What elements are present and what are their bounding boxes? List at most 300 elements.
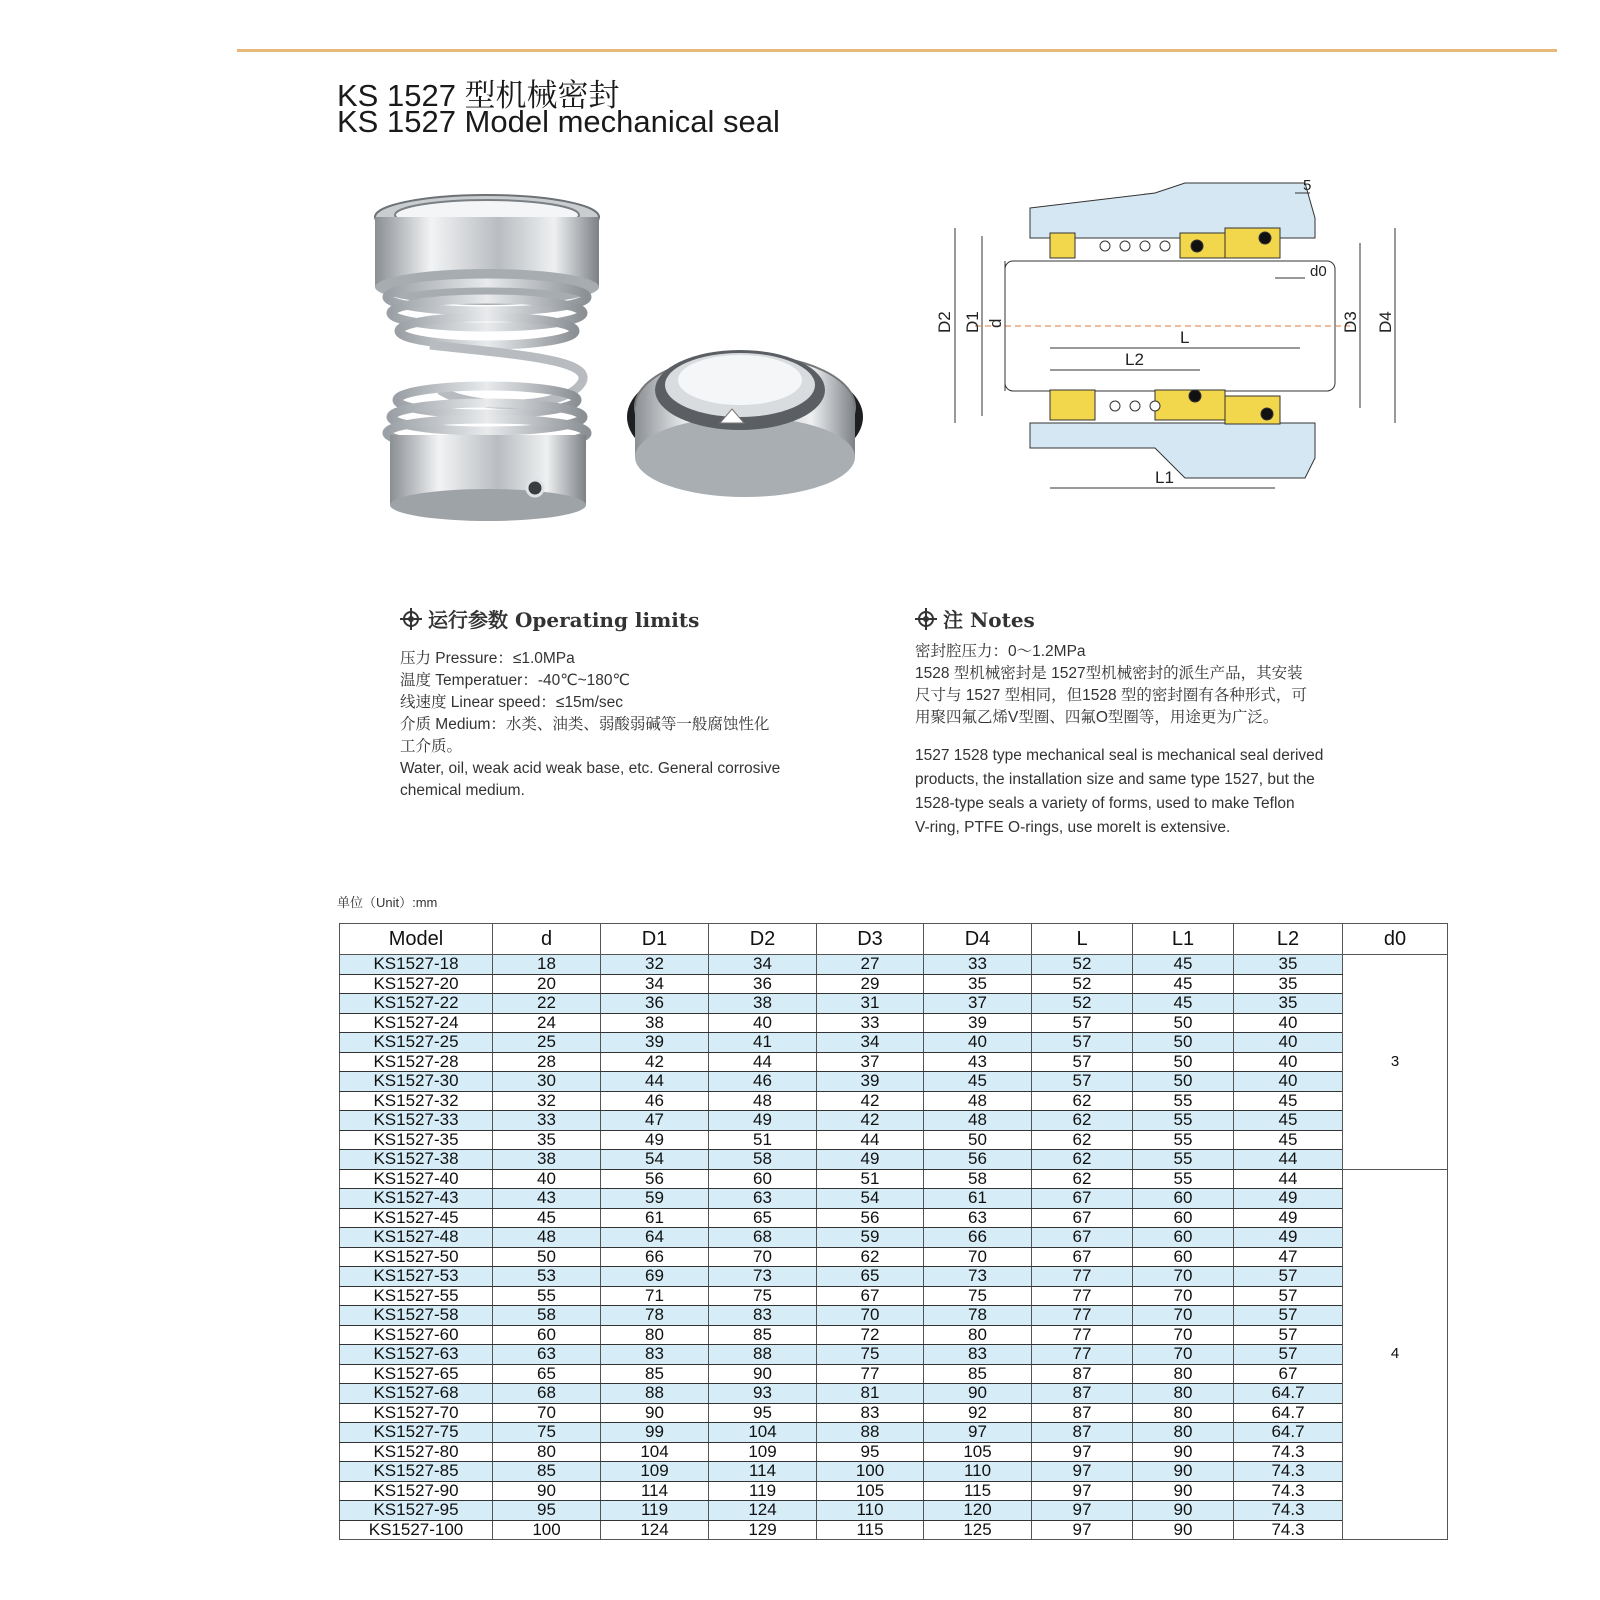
table-cell: 62 (1032, 1169, 1133, 1189)
table-cell: 90 (709, 1364, 817, 1384)
table-cell: 57 (1032, 1072, 1133, 1092)
page-title-cn: KS 1527 型机械密封 (337, 78, 620, 113)
spec-table (339, 923, 1448, 1540)
table-cell: 88 (709, 1345, 817, 1365)
notes-title: 注 Notes (943, 608, 1035, 632)
table-cell: 25 (493, 1033, 601, 1053)
table-cell: KS1527-90 (340, 1481, 493, 1501)
table-cell: 50 (493, 1247, 601, 1267)
table-cell: 32 (493, 1091, 601, 1111)
table-cell: 92 (924, 1403, 1032, 1423)
table-cell: KS1527-80 (340, 1442, 493, 1462)
table-cell: 45 (1234, 1130, 1343, 1150)
op-line: 工介质。 (400, 738, 463, 755)
table-cell: 50 (1133, 1052, 1234, 1072)
table-cell: 49 (1234, 1189, 1343, 1209)
op-line: 压力 Pressure：≤1.0MPa (400, 650, 575, 667)
table-cell: KS1527-18 (340, 955, 493, 975)
table-cell: 70 (924, 1247, 1032, 1267)
table-cell: 95 (493, 1501, 601, 1521)
table-cell: 54 (817, 1189, 924, 1209)
table-cell: 125 (924, 1520, 1032, 1540)
table-cell: 45 (1234, 1111, 1343, 1131)
table-cell: 49 (709, 1111, 817, 1131)
table-cell: 63 (493, 1345, 601, 1365)
table-cell: 49 (601, 1130, 709, 1150)
table-cell: 85 (924, 1364, 1032, 1384)
table-cell: 56 (817, 1208, 924, 1228)
table-cell: 69 (601, 1267, 709, 1287)
notes-text-en (915, 744, 1415, 840)
table-cell: 65 (493, 1364, 601, 1384)
table-cell: 45 (1133, 974, 1234, 994)
table-cell: 109 (709, 1442, 817, 1462)
table-cell: 80 (1133, 1423, 1234, 1443)
table-row (340, 955, 1448, 975)
table-cell: 83 (924, 1345, 1032, 1365)
note-line: 尺寸与 1527 型相同，但1528 型的密封圈有各种形式，可 (915, 687, 1307, 704)
table-cell: 59 (817, 1228, 924, 1248)
table-cell: 54 (601, 1150, 709, 1170)
table-cell: 37 (924, 994, 1032, 1014)
table-cell: 65 (709, 1208, 817, 1228)
table-row (340, 1364, 1448, 1384)
table-cell: 70 (709, 1247, 817, 1267)
col-header: d (493, 924, 601, 955)
label-5: 5 (1303, 177, 1312, 194)
table-cell: 87 (1032, 1403, 1133, 1423)
table-cell: 104 (709, 1423, 817, 1443)
table-cell: 44 (1234, 1169, 1343, 1189)
table-cell: 64.7 (1234, 1403, 1343, 1423)
table-cell: 57 (1032, 1052, 1133, 1072)
table-cell: KS1527-38 (340, 1150, 493, 1170)
table-row (340, 1169, 1448, 1189)
table-cell: 70 (1133, 1306, 1234, 1326)
table-cell: 50 (1133, 1033, 1234, 1053)
table-cell: 55 (493, 1286, 601, 1306)
table-cell: 60 (1133, 1189, 1234, 1209)
table-cell: 78 (924, 1306, 1032, 1326)
table-cell: 67 (1032, 1189, 1133, 1209)
d0-cell: 4 (1343, 1169, 1448, 1540)
table-cell: 62 (1032, 1091, 1133, 1111)
table-cell: 90 (1133, 1442, 1234, 1462)
table-cell: 74.3 (1234, 1501, 1343, 1521)
table-cell: 105 (817, 1481, 924, 1501)
table-row (340, 1384, 1448, 1404)
table-cell: 60 (709, 1169, 817, 1189)
table-cell: 80 (924, 1325, 1032, 1345)
op-line: Water, oil, weak acid weak base, etc. General corrosive (400, 760, 781, 777)
table-cell: 38 (709, 994, 817, 1014)
col-header: L2 (1234, 924, 1343, 955)
label-D1: D1 (963, 311, 982, 333)
note-line: 1528 型机械密封是 1527型机械密封的派生产品，其安装 (915, 665, 1303, 682)
table-cell: 35 (1234, 994, 1343, 1014)
table-cell: 45 (1234, 1091, 1343, 1111)
table-cell: KS1527-70 (340, 1403, 493, 1423)
table-cell: 57 (1234, 1267, 1343, 1287)
header-rule (237, 49, 1557, 52)
table-cell: KS1527-63 (340, 1345, 493, 1365)
table-cell: 24 (493, 1013, 601, 1033)
note-line-en: 1527 1528 type mechanical seal is mechanical seal derived (915, 747, 1324, 764)
table-row (340, 1033, 1448, 1053)
table-cell: 44 (709, 1052, 817, 1072)
table-cell: 97 (924, 1423, 1032, 1443)
table-cell: 42 (817, 1091, 924, 1111)
table-cell: 71 (601, 1286, 709, 1306)
table-cell: 39 (817, 1072, 924, 1092)
table-cell: KS1527-25 (340, 1033, 493, 1053)
table-cell: 62 (1032, 1150, 1133, 1170)
table-cell: KS1527-68 (340, 1384, 493, 1404)
table-cell: 68 (493, 1384, 601, 1404)
table-cell: 49 (1234, 1208, 1343, 1228)
table-row (340, 1403, 1448, 1423)
cross-section-diagram (935, 177, 1455, 508)
note-line-en: V-ring, PTFE O-rings, use moreIt is extensive. (915, 819, 1231, 836)
table-cell: 18 (493, 955, 601, 975)
table-cell: 74.3 (1234, 1462, 1343, 1482)
col-header: D4 (924, 924, 1032, 955)
table-row (340, 1228, 1448, 1248)
table-cell: 93 (709, 1384, 817, 1404)
table-cell: 77 (817, 1364, 924, 1384)
label-D2: D2 (935, 311, 954, 333)
table-cell: 40 (924, 1033, 1032, 1053)
table-cell: 61 (601, 1208, 709, 1228)
label-L1: L1 (1155, 468, 1174, 487)
table-cell: 57 (1234, 1306, 1343, 1326)
table-cell: 80 (601, 1325, 709, 1345)
op-line: 介质 Medium：水类、油类、弱酸弱碱等一般腐蚀性化 (400, 716, 770, 733)
table-cell: 63 (709, 1189, 817, 1209)
table-cell: 44 (601, 1072, 709, 1092)
op-line: 温度 Temperatuer：-40℃~180℃ (400, 672, 630, 689)
table-cell: 52 (1032, 955, 1133, 975)
table-cell: 58 (924, 1169, 1032, 1189)
table-cell: 67 (817, 1286, 924, 1306)
table-cell: 58 (493, 1306, 601, 1326)
table-cell: 80 (1133, 1364, 1234, 1384)
table-cell: 36 (709, 974, 817, 994)
table-row (340, 1208, 1448, 1228)
table-cell: KS1527-22 (340, 994, 493, 1014)
table-cell: 70 (1133, 1267, 1234, 1287)
table-cell: 90 (493, 1481, 601, 1501)
unit-label: 单位（Unit）:mm (337, 895, 438, 910)
table-cell: 70 (817, 1306, 924, 1326)
table-row (340, 1481, 1448, 1501)
table-cell: 51 (817, 1169, 924, 1189)
table-cell: 66 (601, 1247, 709, 1267)
note-line: 密封腔压力：0～1.2MPa (915, 643, 1086, 660)
table-cell: 70 (1133, 1286, 1234, 1306)
table-cell: 70 (493, 1403, 601, 1423)
table-row (340, 1325, 1448, 1345)
table-cell: 39 (601, 1033, 709, 1053)
table-cell: 75 (817, 1345, 924, 1365)
table-cell: 85 (709, 1325, 817, 1345)
table-cell: 67 (1032, 1247, 1133, 1267)
table-cell: 52 (1032, 994, 1133, 1014)
table-cell: 48 (709, 1091, 817, 1111)
table-cell: 77 (1032, 1267, 1133, 1287)
table-cell: 35 (1234, 955, 1343, 975)
table-cell: KS1527-65 (340, 1364, 493, 1384)
d0-cell: 3 (1343, 955, 1448, 1170)
table-cell: 48 (924, 1091, 1032, 1111)
table-cell: 62 (1032, 1111, 1133, 1131)
col-header: D1 (601, 924, 709, 955)
table-cell: 57 (1234, 1286, 1343, 1306)
table-cell: 57 (1032, 1013, 1133, 1033)
table-cell: 72 (817, 1325, 924, 1345)
table-row (340, 974, 1448, 994)
table-cell: 56 (924, 1150, 1032, 1170)
note-line-en: products, the installation size and same type 1527, but the (915, 771, 1315, 788)
table-cell: 70 (1133, 1345, 1234, 1365)
label-L2: L2 (1125, 350, 1144, 369)
table-cell: 55 (1133, 1091, 1234, 1111)
table-cell: 38 (601, 1013, 709, 1033)
table-cell: 22 (493, 994, 601, 1014)
table-cell: KS1527-32 (340, 1091, 493, 1111)
table-cell: 34 (709, 955, 817, 975)
table-cell: 85 (601, 1364, 709, 1384)
table-cell: KS1527-55 (340, 1286, 493, 1306)
table-cell: 97 (1032, 1462, 1133, 1482)
table-cell: 66 (924, 1228, 1032, 1248)
table-cell: KS1527-30 (340, 1072, 493, 1092)
table-cell: 39 (924, 1013, 1032, 1033)
table-cell: 65 (817, 1267, 924, 1287)
table-cell: 74.3 (1234, 1442, 1343, 1462)
table-cell: 34 (817, 1033, 924, 1053)
table-cell: 35 (924, 974, 1032, 994)
table-cell: 63 (924, 1208, 1032, 1228)
table-cell: 42 (817, 1111, 924, 1131)
table-cell: 115 (817, 1520, 924, 1540)
table-cell: 62 (817, 1247, 924, 1267)
table-cell: 37 (817, 1052, 924, 1072)
table-cell: 55 (1133, 1169, 1234, 1189)
table-cell: 78 (601, 1306, 709, 1326)
table-cell: 68 (709, 1228, 817, 1248)
table-cell: 129 (709, 1520, 817, 1540)
op-line: 线速度 Linear speed：≤15m/sec (400, 694, 624, 711)
table-row (340, 1267, 1448, 1287)
table-row (340, 1072, 1448, 1092)
table-cell: 83 (601, 1345, 709, 1365)
table-cell: 41 (709, 1033, 817, 1053)
label-D3: D3 (1341, 311, 1360, 333)
table-cell: 110 (817, 1501, 924, 1521)
table-cell: 88 (601, 1384, 709, 1404)
label-L: L (1180, 328, 1190, 347)
table-cell: 57 (1234, 1325, 1343, 1345)
table-cell: 67 (1032, 1228, 1133, 1248)
table-cell: 100 (493, 1520, 601, 1540)
table-cell: 47 (1234, 1247, 1343, 1267)
table-cell: 99 (601, 1423, 709, 1443)
table-cell: KS1527-48 (340, 1228, 493, 1248)
table-cell: 114 (709, 1462, 817, 1482)
table-cell: 104 (601, 1442, 709, 1462)
table-header-row (340, 924, 1448, 955)
table-cell: 88 (817, 1423, 924, 1443)
notes-text-cn (915, 641, 1395, 729)
table-cell: 75 (709, 1286, 817, 1306)
table-cell: 40 (709, 1013, 817, 1033)
table-cell: 119 (601, 1501, 709, 1521)
operating-limits-title: 运行参数 Operating limits (428, 608, 700, 632)
table-cell: KS1527-40 (340, 1169, 493, 1189)
table-cell: 114 (601, 1481, 709, 1501)
col-header: D3 (817, 924, 924, 955)
table-cell: 32 (601, 955, 709, 975)
table-cell: 74.3 (1234, 1520, 1343, 1540)
table-cell: 105 (924, 1442, 1032, 1462)
table-cell: 45 (1133, 994, 1234, 1014)
table-cell: 40 (1234, 1033, 1343, 1053)
notes-heading (915, 604, 1035, 633)
table-row (340, 1052, 1448, 1072)
table-cell: 45 (924, 1072, 1032, 1092)
table-cell: 60 (1133, 1208, 1234, 1228)
op-line: chemical medium. (400, 782, 525, 799)
table-row (340, 1442, 1448, 1462)
table-cell: 90 (601, 1403, 709, 1423)
table-cell: 51 (709, 1130, 817, 1150)
table-cell: 62 (1032, 1130, 1133, 1150)
table-cell: 49 (817, 1150, 924, 1170)
table-row (340, 1520, 1448, 1540)
page-title-en: KS 1527 Model mechanical seal (337, 104, 780, 139)
table-cell: 95 (817, 1442, 924, 1462)
table-cell: 83 (817, 1403, 924, 1423)
table-cell: 35 (1234, 974, 1343, 994)
col-header: Model (340, 924, 493, 955)
table-cell: 90 (1133, 1520, 1234, 1540)
table-cell: 87 (1032, 1384, 1133, 1404)
table-cell: 47 (601, 1111, 709, 1131)
table-cell: 48 (924, 1111, 1032, 1131)
table-cell: 45 (493, 1208, 601, 1228)
col-header: L1 (1133, 924, 1234, 955)
label-d: d (986, 318, 1005, 328)
table-cell: 57 (1234, 1345, 1343, 1365)
table-cell: 97 (1032, 1501, 1133, 1521)
table-cell: 27 (817, 955, 924, 975)
table-row (340, 1306, 1448, 1326)
table-cell: 81 (817, 1384, 924, 1404)
table-cell: 52 (1032, 974, 1133, 994)
table-cell: 110 (924, 1462, 1032, 1482)
table-cell: 90 (1133, 1501, 1234, 1521)
table-cell: 80 (493, 1442, 601, 1462)
table-cell: 115 (924, 1481, 1032, 1501)
table-cell: 46 (601, 1091, 709, 1111)
table-cell: 50 (924, 1130, 1032, 1150)
table-row (340, 1189, 1448, 1209)
table-cell: KS1527-58 (340, 1306, 493, 1326)
table-cell: 77 (1032, 1325, 1133, 1345)
operating-limits-text (400, 648, 870, 802)
table-cell: 31 (817, 994, 924, 1014)
table-cell: 58 (709, 1150, 817, 1170)
table-cell: 56 (601, 1169, 709, 1189)
table-cell: 40 (1234, 1072, 1343, 1092)
table-cell: 40 (493, 1169, 601, 1189)
table-cell: 77 (1032, 1306, 1133, 1326)
table-cell: 61 (924, 1189, 1032, 1209)
table-cell: 67 (1234, 1364, 1343, 1384)
col-header: d0 (1343, 924, 1448, 955)
table-row (340, 1247, 1448, 1267)
table-cell: 44 (1234, 1150, 1343, 1170)
table-cell: 38 (493, 1150, 601, 1170)
label-D4: D4 (1376, 311, 1395, 333)
operating-limits-heading (400, 604, 699, 633)
table-cell: 77 (1032, 1345, 1133, 1365)
table-cell: 75 (493, 1423, 601, 1443)
crosshair-icon (915, 608, 937, 630)
table-cell: 59 (601, 1189, 709, 1209)
table-cell: KS1527-43 (340, 1189, 493, 1209)
table-cell: KS1527-50 (340, 1247, 493, 1267)
table-cell: 60 (1133, 1247, 1234, 1267)
table-cell: KS1527-95 (340, 1501, 493, 1521)
table-cell: 64.7 (1234, 1423, 1343, 1443)
table-cell: 124 (601, 1520, 709, 1540)
table-cell: 29 (817, 974, 924, 994)
table-cell: 85 (493, 1462, 601, 1482)
table-cell: 43 (924, 1052, 1032, 1072)
table-row (340, 1286, 1448, 1306)
table-row (340, 1130, 1448, 1150)
table-row (340, 1150, 1448, 1170)
table-cell: 34 (601, 974, 709, 994)
table-cell: 87 (1032, 1423, 1133, 1443)
table-cell: 87 (1032, 1364, 1133, 1384)
table-cell: 109 (601, 1462, 709, 1482)
table-cell: 64 (601, 1228, 709, 1248)
table-row (340, 1111, 1448, 1131)
table-cell: 50 (1133, 1072, 1234, 1092)
table-cell: 57 (1032, 1033, 1133, 1053)
table-row (340, 1462, 1448, 1482)
table-cell: 48 (493, 1228, 601, 1248)
table-cell: KS1527-45 (340, 1208, 493, 1228)
table-cell: 70 (1133, 1325, 1234, 1345)
table-cell: 120 (924, 1501, 1032, 1521)
table-cell: 53 (493, 1267, 601, 1287)
table-row (340, 1013, 1448, 1033)
table-cell: 95 (709, 1403, 817, 1423)
crosshair-icon (400, 608, 422, 630)
note-line: 用聚四氟乙烯V型圈、四氟O型圈等，用途更为广泛。 (915, 709, 1279, 726)
table-cell: KS1527-100 (340, 1520, 493, 1540)
table-cell: 36 (601, 994, 709, 1014)
table-cell: 90 (1133, 1462, 1234, 1482)
table-cell: 33 (924, 955, 1032, 975)
table-cell: 44 (817, 1130, 924, 1150)
table-cell: KS1527-75 (340, 1423, 493, 1443)
table-cell: 74.3 (1234, 1481, 1343, 1501)
